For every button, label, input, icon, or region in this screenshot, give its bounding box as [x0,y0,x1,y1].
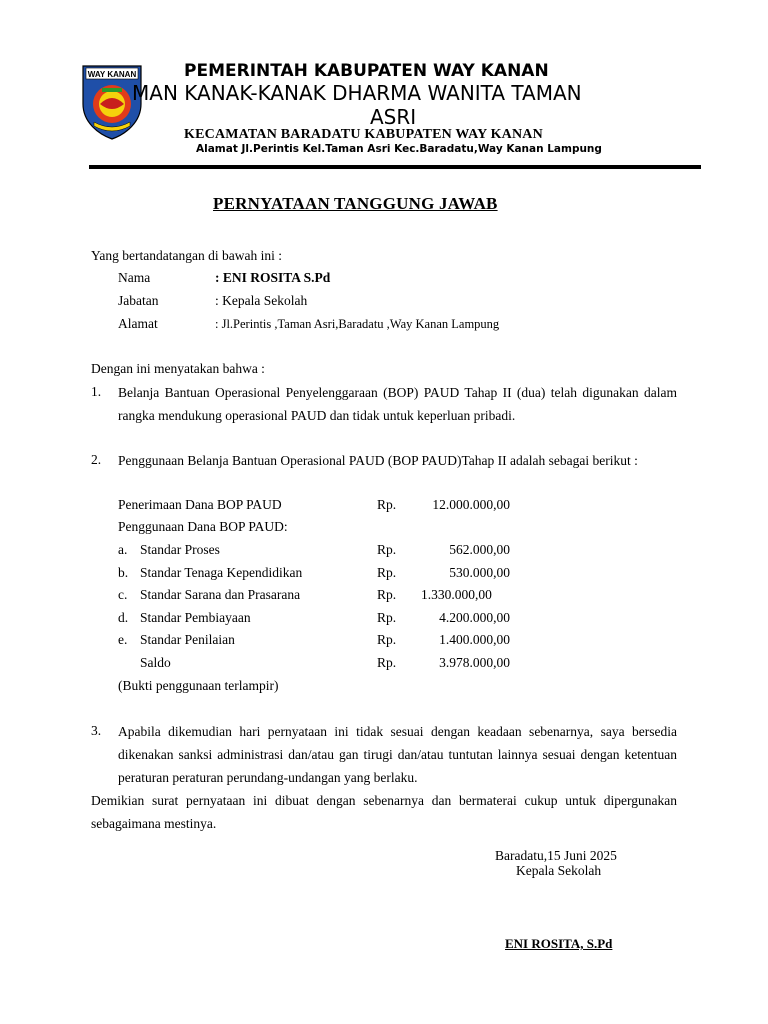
intro-text: Yang bertandatangan di bawah ini : [91,248,282,263]
budget-evidence-note: (Bukti penggunaan terlampir) [118,678,279,693]
header-school-name-line1: MAN KANAK-KANAK DHARMA WANITA TAMAN [132,81,582,105]
signature-place-date: Baradatu,15 Juni 2025 [495,848,617,863]
header-district-line: KECAMATAN BARADATU KABUPATEN WAY KANAN [184,127,543,142]
identity-label-position: Jabatan [118,293,159,308]
budget-row-rp: Rp. [377,587,397,602]
item-number-1: 1. [91,384,102,399]
item-text-2: Penggunaan Belanja Bantuan Operasional PAUD (BOP PAUD)Tahap II adalah sebagai berikut : [118,453,638,468]
budget-row-rp: Rp. [377,565,397,580]
header-school-name-line2: ASRI [370,105,417,129]
budget-saldo-amount: 3.978.000,00 [439,655,510,670]
logo-text: WAY KANAN [87,70,137,79]
budget-row-letter: b. [118,565,129,580]
budget-usage-label: Penggunaan Dana BOP PAUD: [118,519,288,534]
item-text-3: Apabila dikemudian hari pernyataan ini tidak sesuai dengan keadaan sebenarnya, saya bersedia dikenakan sanksi administrasi dan/atau gan tirugi dan/atau tuntutan lainnya sesuai dengan ketentuan peraturan peraturan perundang-undangan yang berlaku. [118,724,677,785]
budget-row-letter: d. [118,610,129,625]
statement-intro: Dengan ini menyatakan bahwa : [91,361,265,376]
budget-receipt-label: Penerimaan Dana BOP PAUD [118,497,282,512]
header-address: Alamat Jl.Perintis Kel.Taman Asri Kec.Baradatu,Way Kanan Lampung [196,143,602,155]
budget-row-amount: 4.200.000,00 [439,610,510,625]
budget-row-label: Standar Pembiayaan [140,610,251,625]
budget-row-label: Standar Tenaga Kependidikan [140,565,303,580]
header-government-line: PEMERINTAH KABUPATEN WAY KANAN [184,61,549,81]
item-text-1: Belanja Bantuan Operasional Penyelenggaraan (BOP) PAUD Tahap II (dua) telah digunakan dalam rangka mendukung operasional PAUD dan tidak untuk keperluan pribadi. [118,385,677,423]
budget-row-letter: a. [118,542,128,557]
budget-row-label: Standar Sarana dan Prasarana [140,587,301,602]
budget-row-rp: Rp. [377,632,397,647]
identity-value-position: : Kepala Sekolah [215,293,308,308]
budget-row-amount: 1.400.000,00 [439,632,510,647]
document-title: PERNYATAAN TANGGUNG JAWAB [213,194,498,213]
budget-saldo-label: Saldo [140,655,171,670]
budget-receipt-rp: Rp. [377,497,397,512]
closing-paragraph: Demikian surat pernyataan ini dibuat dengan sebenarnya dan bermaterai cukup untuk dipergunakan sebagaimana mestinya. [91,793,677,831]
budget-row-label: Standar Penilaian [140,632,235,647]
budget-row-letter: e. [118,632,128,647]
item-number-3: 3. [91,723,102,738]
identity-label-name: Nama [118,270,151,285]
signature-name: ENI ROSITA, S.Pd [505,936,613,951]
budget-row-label: Standar Proses [140,542,220,557]
header-divider [89,165,701,169]
budget-saldo-rp: Rp. [377,655,397,670]
budget-row-amount: 530.000,00 [449,565,510,580]
item-number-2: 2. [91,452,102,467]
identity-value-address: : Jl.Perintis ,Taman Asri,Baradatu ,Way Kanan Lampung [215,317,500,331]
signature-position: Kepala Sekolah [516,863,602,878]
budget-receipt-amount: 12.000.000,00 [432,497,510,512]
identity-label-address: Alamat [118,316,158,331]
budget-row-rp: Rp. [377,610,397,625]
budget-row-rp: Rp. [377,542,397,557]
budget-row-amount: 562.000,00 [449,542,510,557]
identity-value-name: : ENI ROSITA S.Pd [215,270,331,285]
budget-row-letter: c. [118,587,128,602]
budget-row-amount: 1.330.000,00 [421,587,492,602]
